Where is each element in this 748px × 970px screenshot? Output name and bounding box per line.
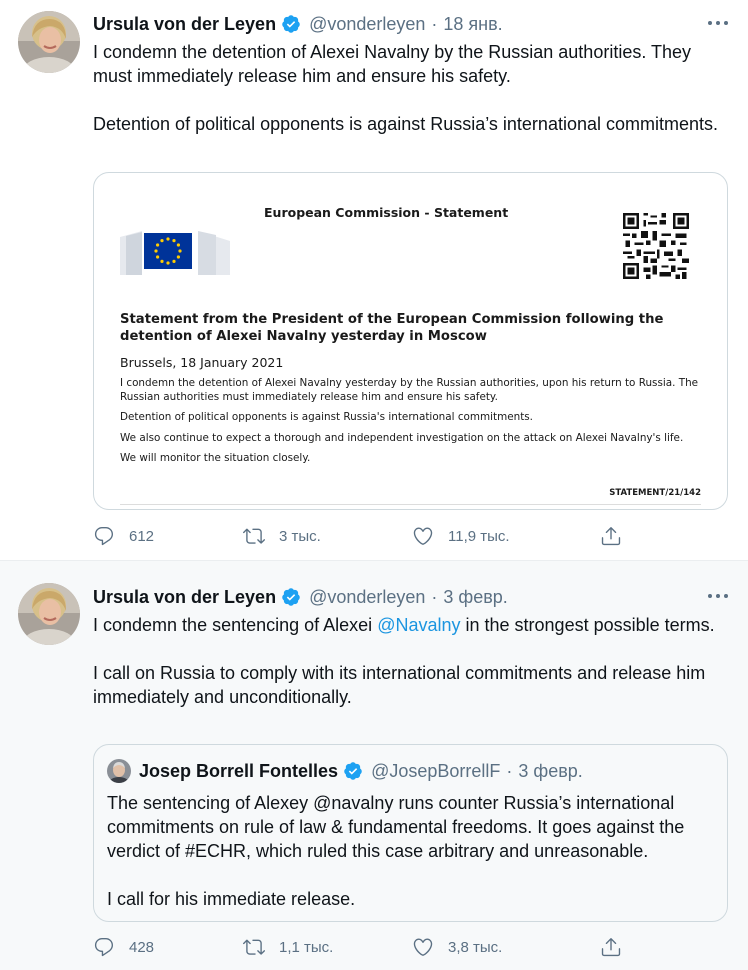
retweet-button[interactable]	[243, 935, 333, 959]
statement-document	[94, 173, 727, 509]
media-image[interactable]	[93, 172, 728, 510]
text-segment: in the strongest possible terms.	[460, 615, 715, 635]
heart-icon	[412, 936, 434, 958]
retweet-button[interactable]	[243, 524, 321, 548]
divider	[120, 504, 701, 505]
retweet-icon	[243, 525, 265, 547]
tweet-actions	[93, 935, 653, 959]
separator: ·	[506, 760, 513, 781]
document-place-date: Brussels, 18 January 2021	[120, 355, 284, 370]
tweet-date[interactable]: 18 янв.	[443, 13, 503, 34]
verified-badge-icon	[343, 761, 363, 781]
reply-icon	[93, 936, 115, 958]
share-button[interactable]	[600, 935, 622, 959]
tweet-header	[93, 585, 730, 609]
tweet[interactable]	[0, 560, 748, 970]
author-handle[interactable]: @vonderleyen	[309, 586, 426, 607]
retweet-icon	[243, 936, 265, 958]
reply-button[interactable]	[93, 524, 154, 548]
quoted-avatar	[107, 759, 131, 783]
quoted-date: 3 февр.	[518, 760, 583, 781]
avatar[interactable]	[18, 583, 80, 645]
separator: ·	[431, 13, 438, 34]
tweet-header	[93, 12, 730, 36]
reply-icon	[93, 525, 115, 547]
quoted-paragraph: I call for his immediate release.	[107, 889, 356, 909]
share-icon	[600, 525, 622, 547]
separator: ·	[431, 586, 438, 607]
retweet-count: 1,1 тыс.	[279, 938, 334, 956]
heart-icon	[412, 525, 434, 547]
avatar[interactable]	[18, 11, 80, 73]
more-dots-icon[interactable]	[706, 587, 730, 605]
document-paragraph: I condemn the detention of Alexei Navalny yesterday by the Russian authorities, upon his return to Russia. The Russian authorities must immediately release him and ensure his safety.	[120, 377, 699, 403]
verified-badge-icon	[281, 14, 301, 34]
like-count: 11,9 тыс.	[448, 527, 510, 545]
document-body	[120, 377, 710, 473]
reply-button[interactable]	[93, 935, 154, 959]
author-handle[interactable]: @vonderleyen	[309, 13, 426, 34]
like-button[interactable]	[412, 935, 502, 959]
author-name[interactable]: Ursula von der Leyen	[93, 586, 277, 607]
tweet-paragraph: I call on Russia to comply with its international commitments and release him immediately and unconditionally.	[93, 663, 706, 707]
share-icon	[600, 936, 622, 958]
text-segment: I condemn the sentencing of Alexei	[93, 615, 378, 635]
document-reference: STATEMENT/21/142	[609, 488, 701, 498]
verified-badge-icon	[281, 587, 301, 607]
like-button[interactable]	[412, 524, 510, 548]
retweet-count: 3 тыс.	[279, 527, 321, 545]
share-button[interactable]	[600, 524, 622, 548]
quoted-tweet[interactable]	[93, 744, 728, 922]
author-name[interactable]: Ursula von der Leyen	[93, 13, 277, 34]
tweet-actions	[93, 524, 653, 548]
more-dots-icon[interactable]	[706, 14, 730, 32]
tweet-paragraph: I condemn the detention of Alexei Navalny by the Russian authorities. They must immediately release him and ensure his safety.	[93, 42, 692, 86]
tweet-paragraph: Detention of political opponents is against Russia’s international commitments.	[93, 114, 718, 134]
reply-count: 612	[129, 527, 155, 545]
quoted-author-handle: @JosepBorrellF	[371, 760, 501, 781]
document-paragraph: Detention of political opponents is against Russia's international commitments.	[120, 411, 533, 423]
tweet-date[interactable]: 3 февр.	[443, 586, 508, 607]
quoted-text	[107, 791, 722, 911]
mention-link[interactable]: @Navalny	[377, 615, 461, 635]
european-commission-logo	[120, 219, 230, 275]
quoted-paragraph: The sentencing of Alexey @navalny runs counter Russia’s international commitments on rule of law & fundamental freedoms. It goes against the verdict of #ECHR, which ruled this case arbitrary and unreasonable.	[107, 793, 685, 861]
tweet-text	[93, 40, 718, 136]
qr-code-icon	[622, 213, 690, 279]
document-paragraph: We also continue to expect a thorough and independent investigation on the attack on Alexei Navalny's life.	[120, 431, 684, 444]
tweet-text	[93, 613, 718, 709]
like-count: 3,8 тыс.	[448, 938, 503, 956]
quoted-header	[139, 759, 583, 783]
reply-count: 428	[129, 938, 155, 956]
quoted-author-name: Josep Borrell Fontelles	[139, 760, 339, 781]
document-paragraph: We will monitor the situation closely.	[120, 452, 311, 464]
document-header: European Commission - Statement	[264, 205, 509, 220]
tweet-paragraph	[93, 613, 718, 637]
document-headline: Statement from the President of the European Commission following the detention of Alexei Navalny yesterday in Moscow	[120, 312, 664, 344]
